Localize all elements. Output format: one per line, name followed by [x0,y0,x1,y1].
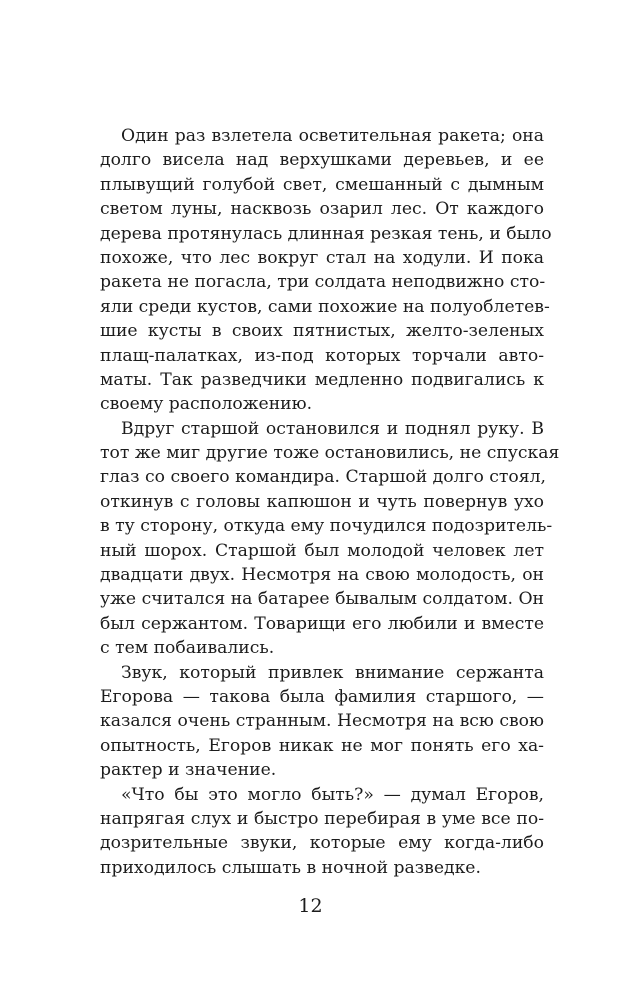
text-line: глаз со своего командира. Старшой долго стоял, [100,467,546,488]
text-line: откинув с головы капюшон и чуть повернув ухо [100,491,544,512]
text-line: ракета не погасла, три солдата неподвижно сто- [100,272,546,293]
text-line: яли среди кустов, сами похожие на полуоблетев- [100,296,550,317]
text-line: уже считался на батарее бывалым солдатом. Он [100,589,544,610]
text-line: тот же миг другие тоже остановились, не спуская [100,443,560,464]
text-line: приходилось слышать в ночной разведке. [100,857,481,878]
text-line: долго висела над верхушками деревьев, и ее [100,150,544,171]
text-line: шие кусты в своих пятнистых, желто-зеленых [100,321,544,342]
paragraph [100,124,552,417]
page-body-text [100,124,560,880]
text-line: двадцати двух. Несмотря на свою молодость, он [100,565,544,586]
text-line: плащ-палатках, из-под которых торчали авто- [100,345,544,366]
text-line: рактер и значение. [100,760,277,781]
text-line: маты. Так разведчики медленно подвигались к [100,369,544,390]
text-line: плывущий голубой свет, смешанный с дымным [100,174,544,195]
paragraph [100,783,544,881]
text-line: своему расположению. [100,394,313,415]
paragraph [100,417,560,661]
text-line: был сержантом. Товарищи его любили и вместе [100,613,544,634]
text-line: Вдруг старшой остановился и поднял руку. В [121,418,544,439]
text-line: казался очень странным. Несмотря на всю свою [100,711,544,732]
text-line: похоже, что лес вокруг стал на ходули. И пока [100,247,544,268]
text-line: Звук, который привлек внимание сержанта [121,662,544,683]
text-line: опытность, Егоров никак не мог понять его ха- [100,735,544,756]
text-line: светом луны, насквозь озарил лес. От каждого [100,199,544,220]
text-line: ный шорох. Старшой был молодой человек лет [100,540,544,561]
text-line: Егорова — такова была фамилия старшого, — [100,686,544,707]
page-number: 12 [298,895,323,917]
text-line: дерева протянулась длинная резкая тень, и было [100,223,552,244]
text-line: «Что бы это могло быть?» — думал Егоров, [121,784,544,805]
text-line: с тем побаивались. [100,638,275,659]
text-line: Один раз взлетела осветительная ракета; она [121,126,544,146]
paragraph [100,661,544,783]
text-line: дозрительные звуки, которые ему когда-либо [100,833,544,854]
text-line: напрягая слух и быстро перебирая в уме все по- [100,808,544,829]
text-line: в ту сторону, откуда ему почудился подозритель- [100,516,553,537]
